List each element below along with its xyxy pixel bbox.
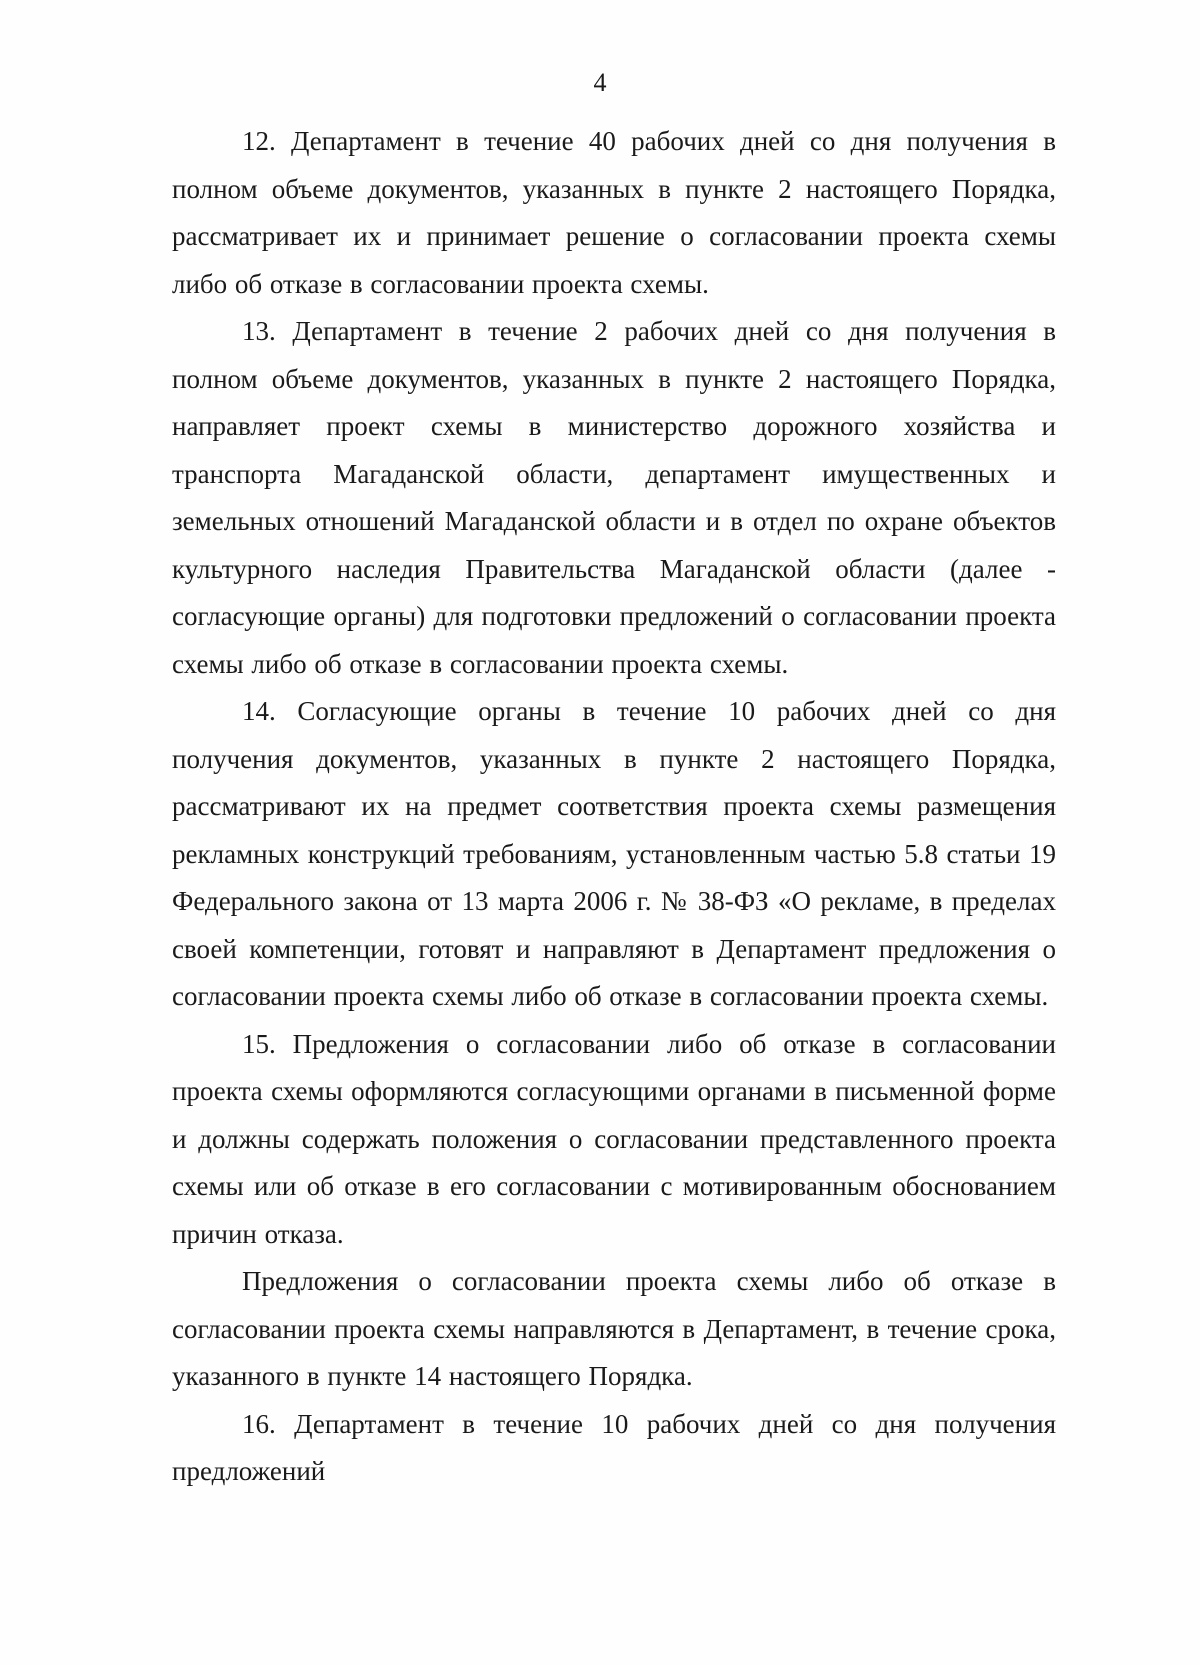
page-number: 4 [593,68,607,97]
paragraph-14: 14. Согласующие органы в течение 10 рабочих дней со дня получения документов, указанных в пункте 2 настоящего Порядка, рассматривают их на предмет соответствия проекта схемы размещения рекламных конструкций требованиям, установленным частью 5.8 статьи 19 Федерального закона от 13 марта 2006 г. № 38-ФЗ «О рекламе, в пределах своей компетенции, готовят и направляют в Департамент предложения о согласовании проекта схемы либо об отказе в согласовании проекта схемы. [172,696,1056,1011]
paragraph-12: 12. Департамент в течение 40 рабочих дней со дня получения в полном объеме документов, указанных в пункте 2 настоящего Порядка, рассматривает их и принимает решение о согласовании проекта схемы либо об отказе в согласовании проекта схемы. [172,126,1056,299]
paragraph-13: 13. Департамент в течение 2 рабочих дней со дня получения в полном объеме документов, указанных в пункте 2 настоящего Порядка, направляет проект схемы в министерство дорожного хозяйства и транспорта Магаданской области, департамент имущественных и земельных отношений Магаданской области и в отдел по охране объектов культурного наследия Правительства Магаданской области (далее - согласующие органы) для подготовки предложений о согласовании проекта схемы либо об отказе в согласовании проекта схемы. [172,316,1056,679]
paragraph-16: 16. Департамент в течение 10 рабочих дней со дня получения предложений [172,1408,1056,1486]
document-body [172,118,1056,1496]
paragraph-15-continued: Предложения о согласовании проекта схемы либо об отказе в согласовании проекта схемы направляются в Департамент, в течение срока, указанного в пункте 14 настоящего Порядка. [172,1266,1056,1391]
paragraph-15: 15. Предложения о согласовании либо об отказе в согласовании проекта схемы оформляются согласующими органами в письменной форме и должны содержать положения о согласовании представленного проекта схемы или об отказе в его согласовании с мотивированным обоснованием причин отказа. [172,1028,1056,1249]
